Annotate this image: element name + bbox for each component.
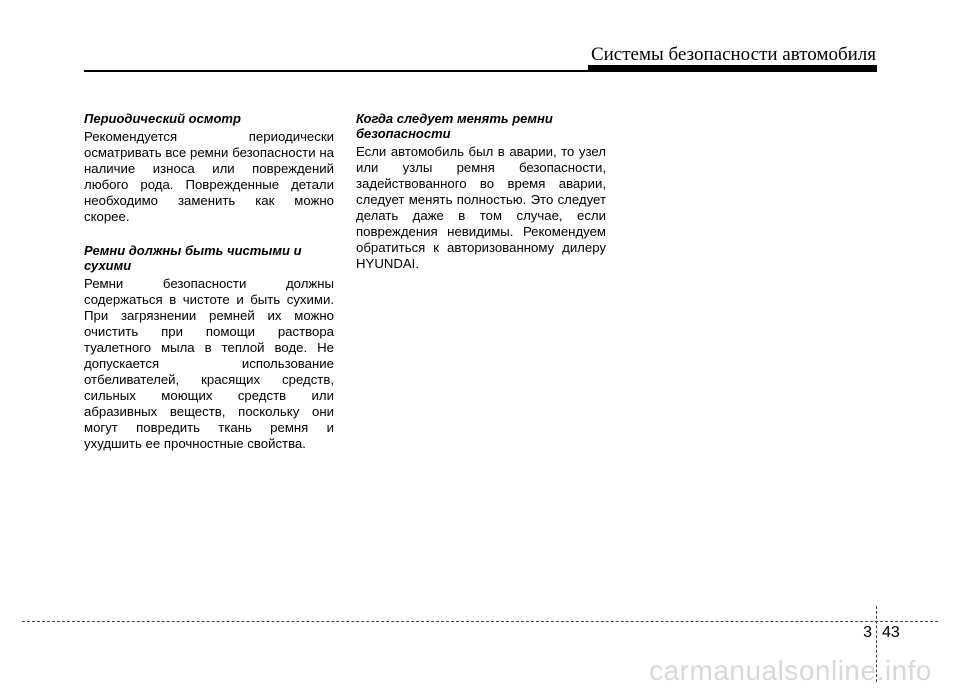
page-number: 43 [882,624,900,641]
section-keep-belts-clean [84,243,334,452]
section-body: Если автомобиль был в аварии, то узел или узлы ремня безопасности, задействованного во время аварии, следует менять полностью. Это следует делать даже в том случае, если повреждения невидимы. Рекомендуем обратиться к авторизованному дилеру HYUNDAI. [356,144,606,271]
section-periodic-inspection [84,111,334,225]
chapter-number: 3 [863,624,872,641]
section-when-to-replace [356,111,606,272]
section-body: Рекомендуется периодически осматривать все ремни безопасности на наличие износа или повреждений любого рода. Поврежденные детали необходимо заменить как можно скорее. [84,129,334,224]
header-rule [84,70,588,72]
right-column [356,111,606,272]
footer-rule [22,621,938,622]
watermark: carmanualsonline.info [649,655,932,686]
left-column [84,111,334,452]
section-heading: Когда следует менять ремни безопасности [356,111,553,141]
header-rule-bold [588,65,877,72]
section-title: Системы безопасности автомобиля [590,44,876,65]
section-body: Ремни безопасности должны содержаться в чистоте и быть сухими. При загрязнении ремней их можно очистить при помощи раствора туалетного мыла в теплой воде. Не допускается использование отбеливателей, красящих средств, сильных моющих средств или абразивных веществ, поскольку они могут повредить ткань ремня и ухудшить ее прочностные свойства. [84,276,334,451]
section-heading: Ремни должны быть чистыми и сухими [84,243,302,273]
section-heading: Периодический осмотр [84,111,241,126]
